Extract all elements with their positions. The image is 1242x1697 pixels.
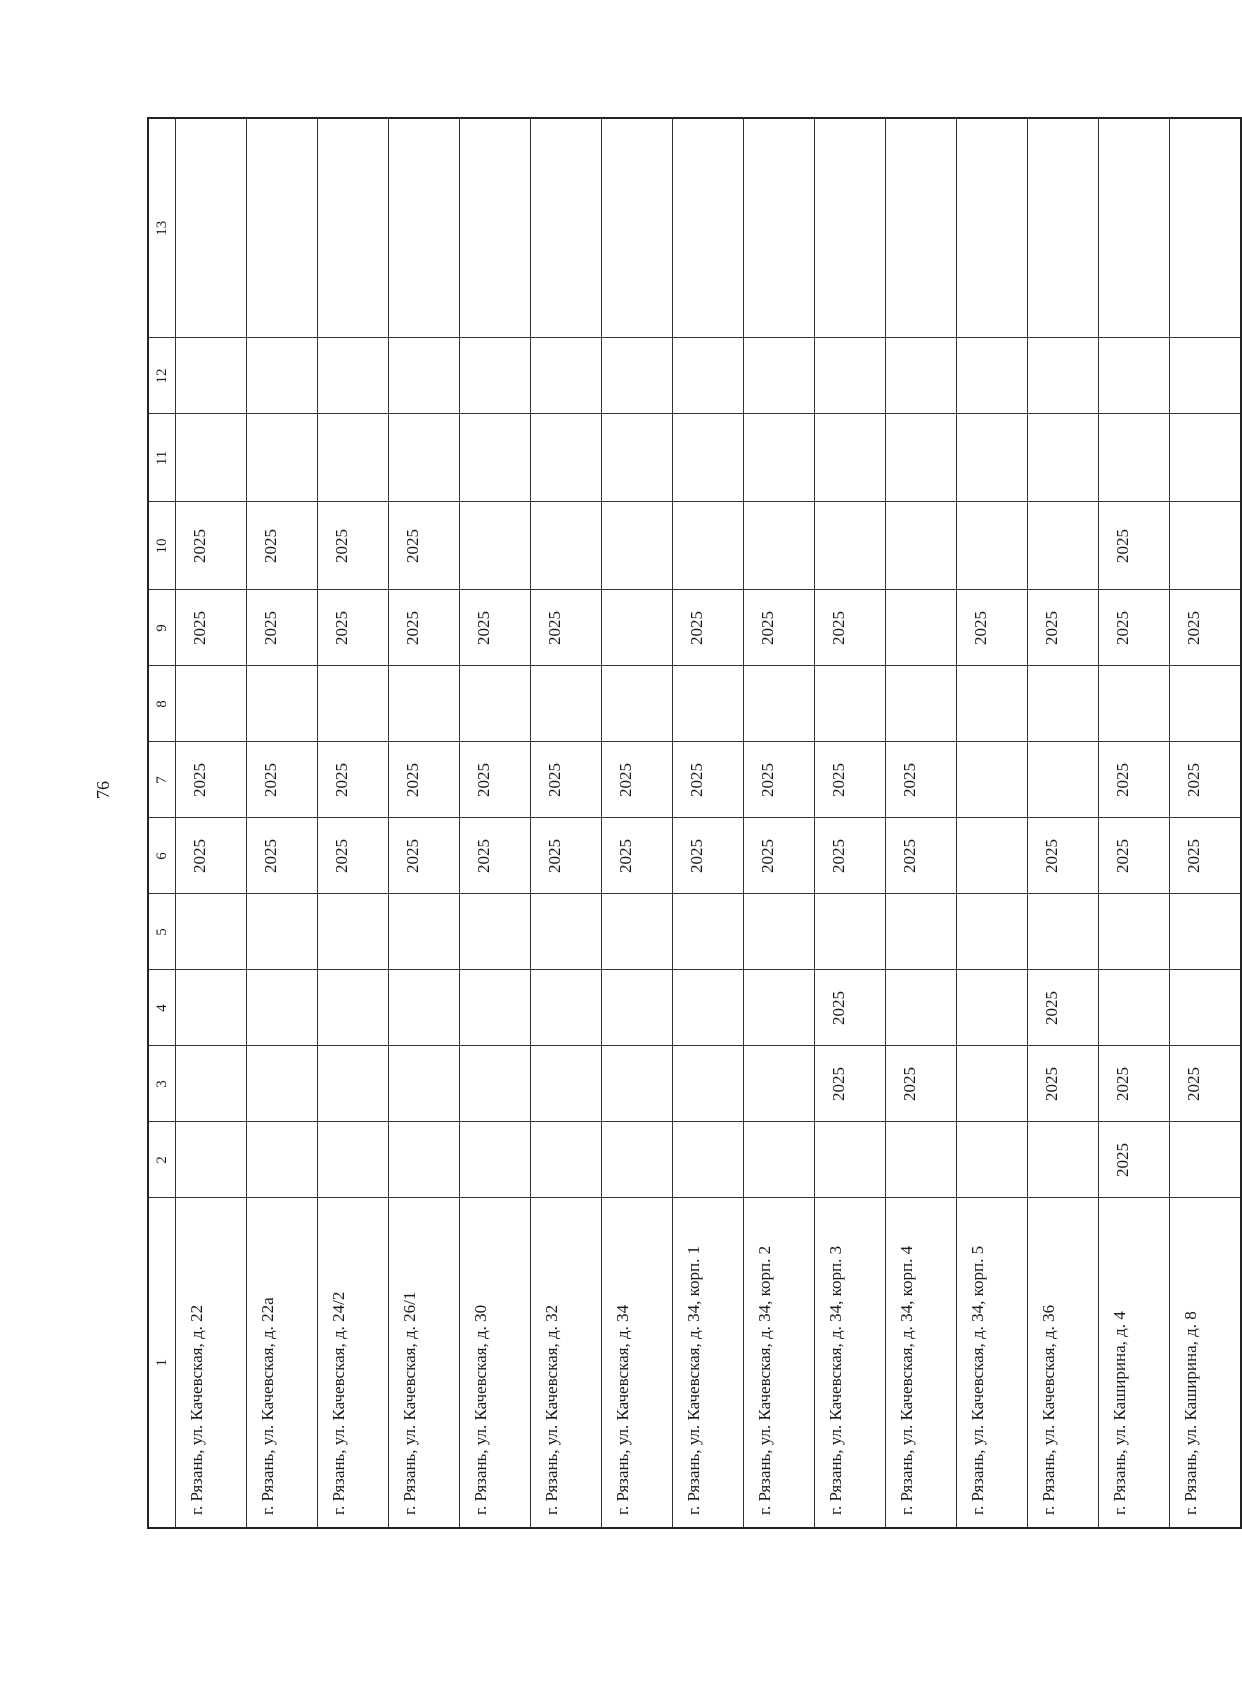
year-cell-col-9: 2025 xyxy=(460,590,531,666)
year-cell-col-5 xyxy=(1170,894,1242,970)
year-cell-col-8 xyxy=(531,666,602,742)
year-cell-col-6: 2025 xyxy=(247,818,318,894)
column-header-10: 10 xyxy=(148,502,176,590)
address-cell: г. Рязань, ул. Качевская, д. 34, корп. 1 xyxy=(673,1198,744,1528)
year-cell-col-8 xyxy=(957,666,1028,742)
year-cell-col-12 xyxy=(602,338,673,414)
column-header-8: 8 xyxy=(148,666,176,742)
year-cell-col-2 xyxy=(460,1122,531,1198)
column-header-7: 7 xyxy=(148,742,176,818)
table-body xyxy=(176,118,1242,1528)
year-cell-col-11 xyxy=(1028,414,1099,502)
table-row xyxy=(531,118,602,1528)
column-header-3: 3 xyxy=(148,1046,176,1122)
year-cell-col-13 xyxy=(318,118,389,338)
table-row xyxy=(1028,118,1099,1528)
year-cell-col-3 xyxy=(673,1046,744,1122)
year-cell-col-8 xyxy=(602,666,673,742)
year-cell-col-9: 2025 xyxy=(1170,590,1242,666)
year-cell-col-12 xyxy=(673,338,744,414)
year-cell-col-3 xyxy=(957,1046,1028,1122)
year-cell-col-13 xyxy=(957,118,1028,338)
year-cell-col-13 xyxy=(1099,118,1170,338)
table-row xyxy=(815,118,886,1528)
year-cell-col-10 xyxy=(1028,502,1099,590)
address-cell: г. Рязань, ул. Качевская, д. 34, корп. 5 xyxy=(957,1198,1028,1528)
address-cell: г. Рязань, ул. Каширина, д. 8 xyxy=(1170,1198,1242,1528)
year-cell-col-10 xyxy=(957,502,1028,590)
year-cell-col-2 xyxy=(744,1122,815,1198)
year-cell-col-8 xyxy=(673,666,744,742)
year-cell-col-5 xyxy=(886,894,957,970)
year-cell-col-8 xyxy=(815,666,886,742)
address-cell: г. Рязань, ул. Качевская, д. 30 xyxy=(460,1198,531,1528)
year-cell-col-7: 2025 xyxy=(1099,742,1170,818)
year-cell-col-5 xyxy=(460,894,531,970)
year-cell-col-4 xyxy=(247,970,318,1046)
year-cell-col-13 xyxy=(815,118,886,338)
year-cell-col-12 xyxy=(815,338,886,414)
table-row xyxy=(176,118,247,1528)
year-cell-col-2 xyxy=(176,1122,247,1198)
year-cell-col-8 xyxy=(460,666,531,742)
year-cell-col-6: 2025 xyxy=(176,818,247,894)
year-cell-col-6: 2025 xyxy=(815,818,886,894)
year-cell-col-10 xyxy=(531,502,602,590)
year-cell-col-13 xyxy=(1028,118,1099,338)
table-row xyxy=(957,118,1028,1528)
column-header-1: 1 xyxy=(148,1198,176,1528)
year-cell-col-10: 2025 xyxy=(318,502,389,590)
year-cell-col-10 xyxy=(744,502,815,590)
year-cell-col-10: 2025 xyxy=(1099,502,1170,590)
year-cell-col-6: 2025 xyxy=(744,818,815,894)
column-header-13: 13 xyxy=(148,118,176,338)
year-cell-col-4 xyxy=(886,970,957,1046)
year-cell-col-10: 2025 xyxy=(247,502,318,590)
year-cell-col-2 xyxy=(886,1122,957,1198)
year-cell-col-9: 2025 xyxy=(389,590,460,666)
year-cell-col-6: 2025 xyxy=(318,818,389,894)
year-cell-col-11 xyxy=(886,414,957,502)
year-cell-col-2 xyxy=(318,1122,389,1198)
year-cell-col-12 xyxy=(744,338,815,414)
address-cell: г. Рязань, ул. Каширина, д. 4 xyxy=(1099,1198,1170,1528)
year-cell-col-5 xyxy=(1028,894,1099,970)
year-cell-col-4 xyxy=(673,970,744,1046)
year-cell-col-13 xyxy=(744,118,815,338)
year-cell-col-3 xyxy=(176,1046,247,1122)
year-cell-col-11 xyxy=(744,414,815,502)
column-header-11: 11 xyxy=(148,414,176,502)
year-cell-col-3 xyxy=(247,1046,318,1122)
year-cell-col-11 xyxy=(1170,414,1242,502)
address-cell: г. Рязань, ул. Качевская, д. 26/1 xyxy=(389,1198,460,1528)
year-cell-col-4 xyxy=(602,970,673,1046)
year-cell-col-9: 2025 xyxy=(957,590,1028,666)
year-cell-col-13 xyxy=(460,118,531,338)
year-cell-col-12 xyxy=(957,338,1028,414)
year-cell-col-11 xyxy=(389,414,460,502)
year-cell-col-5 xyxy=(957,894,1028,970)
year-cell-col-4: 2025 xyxy=(1028,970,1099,1046)
year-cell-col-2 xyxy=(1028,1122,1099,1198)
table-row xyxy=(1099,118,1170,1528)
table-row xyxy=(673,118,744,1528)
year-cell-col-13 xyxy=(531,118,602,338)
year-cell-col-8 xyxy=(744,666,815,742)
address-cell: г. Рязань, ул. Качевская, д. 34, корп. 2 xyxy=(744,1198,815,1528)
year-cell-col-13 xyxy=(1170,118,1242,338)
year-cell-col-6: 2025 xyxy=(389,818,460,894)
year-cell-col-12 xyxy=(531,338,602,414)
year-cell-col-9: 2025 xyxy=(815,590,886,666)
year-cell-col-12 xyxy=(460,338,531,414)
year-cell-col-13 xyxy=(247,118,318,338)
year-cell-col-3: 2025 xyxy=(1170,1046,1242,1122)
year-cell-col-4 xyxy=(460,970,531,1046)
address-cell: г. Рязань, ул. Качевская, д. 22а xyxy=(247,1198,318,1528)
year-cell-col-11 xyxy=(531,414,602,502)
year-cell-col-2 xyxy=(389,1122,460,1198)
year-cell-col-12 xyxy=(389,338,460,414)
year-cell-col-6 xyxy=(957,818,1028,894)
table-row xyxy=(886,118,957,1528)
year-cell-col-4: 2025 xyxy=(815,970,886,1046)
year-cell-col-12 xyxy=(886,338,957,414)
year-cell-col-10 xyxy=(602,502,673,590)
year-cell-col-5 xyxy=(1099,894,1170,970)
year-cell-col-11 xyxy=(815,414,886,502)
year-cell-col-9: 2025 xyxy=(247,590,318,666)
year-cell-col-5 xyxy=(744,894,815,970)
year-cell-col-13 xyxy=(673,118,744,338)
year-cell-col-9: 2025 xyxy=(318,590,389,666)
year-cell-col-8 xyxy=(886,666,957,742)
year-cell-col-11 xyxy=(1099,414,1170,502)
year-cell-col-12 xyxy=(247,338,318,414)
year-cell-col-12 xyxy=(1170,338,1242,414)
year-cell-col-6: 2025 xyxy=(1099,818,1170,894)
table-row xyxy=(744,118,815,1528)
column-header-5: 5 xyxy=(148,894,176,970)
year-cell-col-7: 2025 xyxy=(318,742,389,818)
year-cell-col-4 xyxy=(389,970,460,1046)
year-cell-col-5 xyxy=(673,894,744,970)
year-cell-col-4 xyxy=(957,970,1028,1046)
year-cell-col-7: 2025 xyxy=(531,742,602,818)
year-cell-col-11 xyxy=(247,414,318,502)
year-cell-col-6: 2025 xyxy=(460,818,531,894)
year-cell-col-9: 2025 xyxy=(176,590,247,666)
table-row xyxy=(602,118,673,1528)
year-cell-col-10 xyxy=(673,502,744,590)
year-cell-col-13 xyxy=(602,118,673,338)
year-cell-col-4 xyxy=(1170,970,1242,1046)
year-cell-col-3 xyxy=(460,1046,531,1122)
year-cell-col-3: 2025 xyxy=(1028,1046,1099,1122)
year-cell-col-2 xyxy=(673,1122,744,1198)
year-cell-col-5 xyxy=(176,894,247,970)
year-cell-col-8 xyxy=(318,666,389,742)
year-cell-col-7: 2025 xyxy=(673,742,744,818)
year-cell-col-9: 2025 xyxy=(744,590,815,666)
year-cell-col-2 xyxy=(1170,1122,1242,1198)
year-cell-col-11 xyxy=(176,414,247,502)
year-cell-col-7: 2025 xyxy=(389,742,460,818)
year-cell-col-7: 2025 xyxy=(602,742,673,818)
year-cell-col-8 xyxy=(389,666,460,742)
year-cell-col-12 xyxy=(1099,338,1170,414)
year-cell-col-6: 2025 xyxy=(531,818,602,894)
year-cell-col-4 xyxy=(176,970,247,1046)
year-cell-col-9: 2025 xyxy=(673,590,744,666)
year-cell-col-13 xyxy=(886,118,957,338)
year-cell-col-5 xyxy=(815,894,886,970)
year-cell-col-6: 2025 xyxy=(1028,818,1099,894)
year-cell-col-7 xyxy=(957,742,1028,818)
column-header-6: 6 xyxy=(148,818,176,894)
year-cell-col-5 xyxy=(602,894,673,970)
year-cell-col-2 xyxy=(247,1122,318,1198)
address-cell: г. Рязань, ул. Качевская, д. 34, корп. 3 xyxy=(815,1198,886,1528)
year-cell-col-7: 2025 xyxy=(744,742,815,818)
column-header-12: 12 xyxy=(148,338,176,414)
table-row xyxy=(460,118,531,1528)
year-cell-col-9: 2025 xyxy=(531,590,602,666)
year-cell-col-3 xyxy=(531,1046,602,1122)
year-cell-col-3 xyxy=(602,1046,673,1122)
year-cell-col-13 xyxy=(389,118,460,338)
year-cell-col-3: 2025 xyxy=(815,1046,886,1122)
year-cell-col-8 xyxy=(1170,666,1242,742)
year-cell-col-7: 2025 xyxy=(1170,742,1242,818)
year-cell-col-10 xyxy=(1170,502,1242,590)
year-cell-col-3: 2025 xyxy=(1099,1046,1170,1122)
year-cell-col-6: 2025 xyxy=(886,818,957,894)
year-cell-col-7: 2025 xyxy=(886,742,957,818)
year-cell-col-6: 2025 xyxy=(673,818,744,894)
year-cell-col-9 xyxy=(602,590,673,666)
year-cell-col-4 xyxy=(744,970,815,1046)
year-cell-col-3: 2025 xyxy=(886,1046,957,1122)
year-cell-col-9: 2025 xyxy=(1099,590,1170,666)
year-cell-col-2 xyxy=(602,1122,673,1198)
year-cell-col-3 xyxy=(389,1046,460,1122)
column-header-2: 2 xyxy=(148,1122,176,1198)
address-cell: г. Рязань, ул. Качевская, д. 34 xyxy=(602,1198,673,1528)
column-header-4: 4 xyxy=(148,970,176,1046)
year-cell-col-11 xyxy=(460,414,531,502)
year-cell-col-12 xyxy=(318,338,389,414)
year-cell-col-11 xyxy=(673,414,744,502)
address-cell: г. Рязань, ул. Качевская, д. 22 xyxy=(176,1198,247,1528)
table-header xyxy=(148,118,176,1528)
year-cell-col-10 xyxy=(886,502,957,590)
address-cell: г. Рязань, ул. Качевская, д. 36 xyxy=(1028,1198,1099,1528)
year-cell-col-10: 2025 xyxy=(176,502,247,590)
year-cell-col-5 xyxy=(389,894,460,970)
header-row xyxy=(148,118,176,1528)
year-cell-col-5 xyxy=(247,894,318,970)
table-row xyxy=(318,118,389,1528)
repair-schedule-table xyxy=(147,117,1242,1529)
year-cell-col-11 xyxy=(318,414,389,502)
year-cell-col-12 xyxy=(176,338,247,414)
year-cell-col-2 xyxy=(531,1122,602,1198)
year-cell-col-10 xyxy=(460,502,531,590)
table-row xyxy=(389,118,460,1528)
year-cell-col-8 xyxy=(1028,666,1099,742)
address-cell: г. Рязань, ул. Качевская, д. 32 xyxy=(531,1198,602,1528)
year-cell-col-2 xyxy=(957,1122,1028,1198)
year-cell-col-4 xyxy=(531,970,602,1046)
year-cell-col-6: 2025 xyxy=(1170,818,1242,894)
rotated-table-wrapper xyxy=(147,119,1203,1529)
year-cell-col-7 xyxy=(1028,742,1099,818)
year-cell-col-11 xyxy=(957,414,1028,502)
column-header-9: 9 xyxy=(148,590,176,666)
year-cell-col-5 xyxy=(318,894,389,970)
year-cell-col-8 xyxy=(1099,666,1170,742)
year-cell-col-7: 2025 xyxy=(247,742,318,818)
year-cell-col-10: 2025 xyxy=(389,502,460,590)
year-cell-col-4 xyxy=(1099,970,1170,1046)
year-cell-col-5 xyxy=(531,894,602,970)
year-cell-col-9 xyxy=(886,590,957,666)
year-cell-col-6: 2025 xyxy=(602,818,673,894)
year-cell-col-3 xyxy=(318,1046,389,1122)
year-cell-col-10 xyxy=(815,502,886,590)
year-cell-col-12 xyxy=(1028,338,1099,414)
year-cell-col-4 xyxy=(318,970,389,1046)
year-cell-col-7: 2025 xyxy=(176,742,247,818)
address-cell: г. Рязань, ул. Качевская, д. 34, корп. 4 xyxy=(886,1198,957,1528)
year-cell-col-9: 2025 xyxy=(1028,590,1099,666)
year-cell-col-2: 2025 xyxy=(1099,1122,1170,1198)
year-cell-col-3 xyxy=(744,1046,815,1122)
year-cell-col-7: 2025 xyxy=(815,742,886,818)
year-cell-col-8 xyxy=(176,666,247,742)
year-cell-col-8 xyxy=(247,666,318,742)
table-row xyxy=(1170,118,1242,1528)
page-number: 76 xyxy=(93,781,113,799)
address-cell: г. Рязань, ул. Качевская, д. 24/2 xyxy=(318,1198,389,1528)
year-cell-col-2 xyxy=(815,1122,886,1198)
table-row xyxy=(247,118,318,1528)
year-cell-col-7: 2025 xyxy=(460,742,531,818)
year-cell-col-13 xyxy=(176,118,247,338)
year-cell-col-11 xyxy=(602,414,673,502)
